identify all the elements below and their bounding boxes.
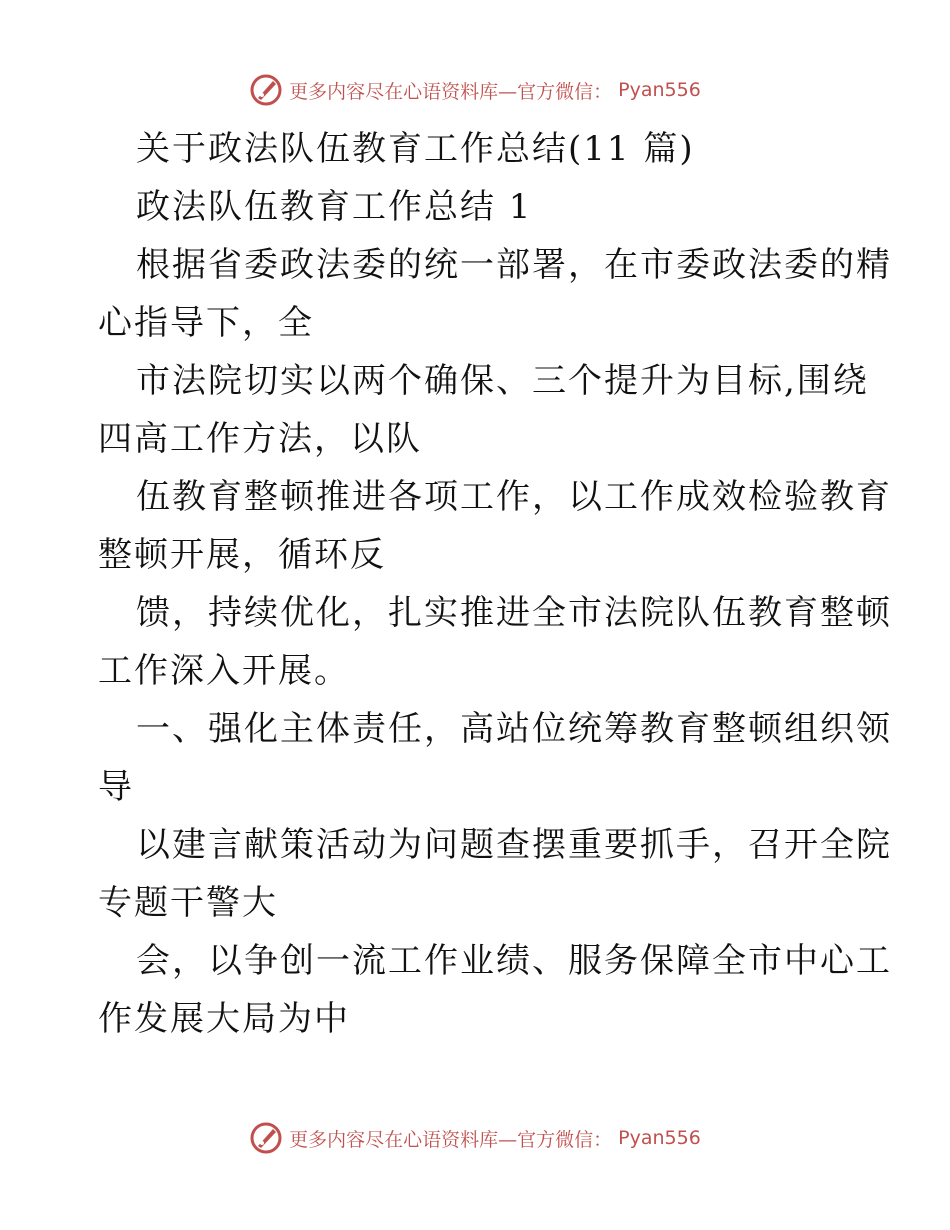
body-line: 馈，持续优化，扎实推进全市法院队伍教育整顿 (136, 593, 892, 633)
body-line: 会，以争创一流工作业绩、服务保障全市中心工 (136, 941, 892, 981)
watermark-text: 更多内容尽在心语资料库—官方微信： (289, 80, 613, 103)
section-heading: 一、强化主体责任，高站位统筹教育整顿组织领 (136, 709, 892, 749)
watermark-handle: Pyan556 (618, 1127, 701, 1149)
body-line: 工作深入开展。 (98, 651, 350, 691)
body-line: 导 (98, 767, 134, 807)
body-line: 伍教育整顿推进各项工作，以工作成效检验教育 (136, 477, 892, 517)
document-body (98, 120, 892, 1048)
body-line: 心指导下，全 (98, 303, 314, 343)
header-watermark (0, 70, 950, 110)
body-line: 整顿开展，循环反 (98, 535, 386, 575)
quill-logo-icon (249, 73, 283, 107)
body-line: 专题干警大 (98, 883, 278, 923)
footer-watermark (0, 1118, 950, 1158)
body-line: 根据省委政法委的统一部署，在市委政法委的精 (136, 245, 892, 285)
quill-logo-icon (249, 1121, 283, 1155)
watermark-text: 更多内容尽在心语资料库—官方微信： (289, 1128, 613, 1151)
body-line: 四高工作方法，以队 (98, 419, 422, 459)
body-line: 以建言献策活动为问题查摆重要抓手，召开全院 (136, 825, 892, 865)
watermark-handle: Pyan556 (618, 79, 701, 101)
document-title: 关于政法队伍教育工作总结(11 篇) (136, 129, 695, 169)
document-subtitle: 政法队伍教育工作总结 1 (136, 187, 533, 227)
body-line: 市法院切实以两个确保、三个提升为目标,围绕 (136, 361, 869, 401)
body-line: 作发展大局为中 (98, 999, 350, 1039)
